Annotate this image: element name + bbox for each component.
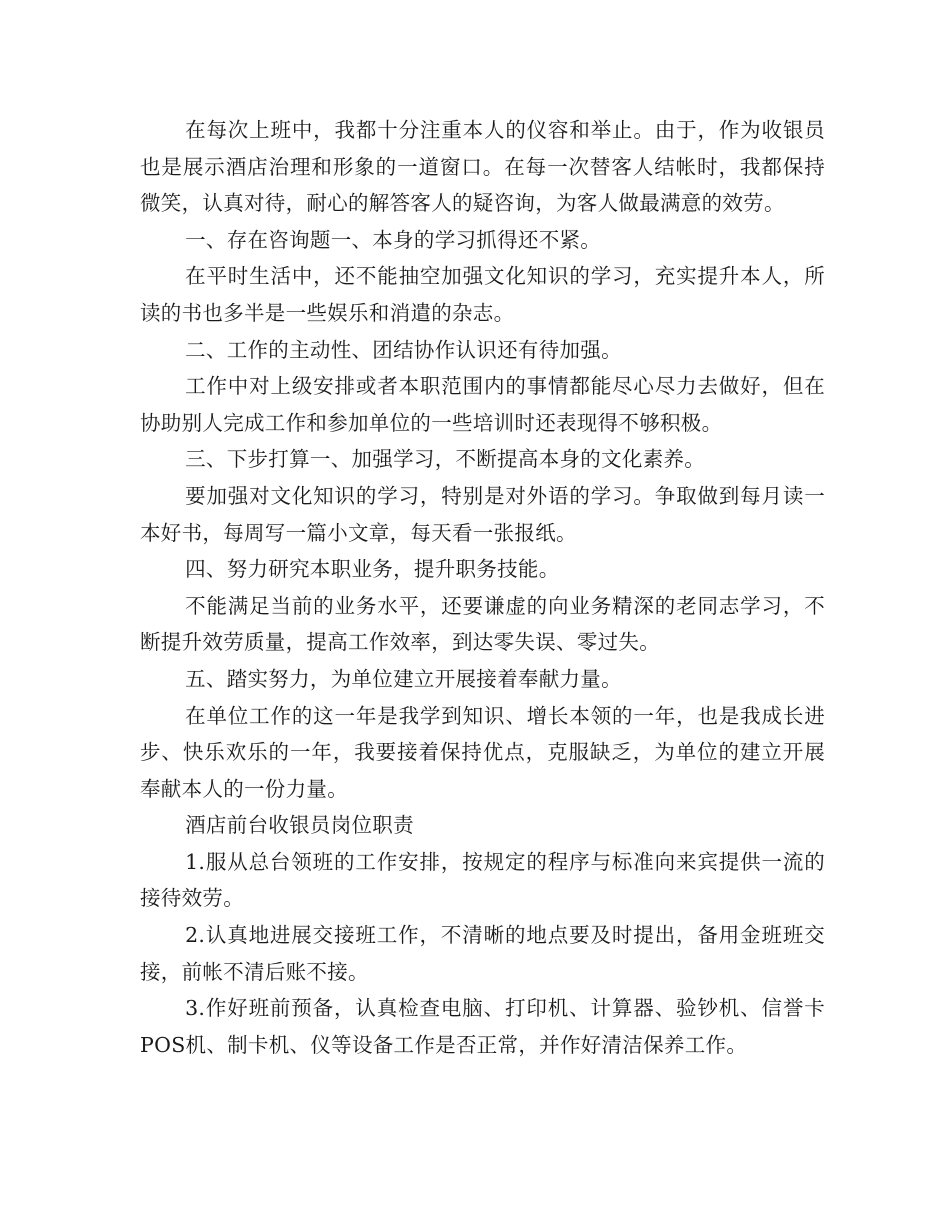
section-title: 酒店前台收银员岗位职责 (185, 813, 414, 838)
list-item: 2.认真地进展交接班工作，不清晰的地点要及时提出，备用金班班交接，前帐不清后账不接。 (140, 923, 825, 984)
list-item: 1.服从总台领班的工作安排，按规定的程序与标准向来宾提供一流的接待效劳。 (140, 849, 825, 911)
paragraph: 要加强对文化知识的学习，特别是对外语的学习。争取做到每月读一本好书，每周写一篇小文章，每天看一张报纸。 (140, 483, 825, 545)
list-item: 3.作好班前预备，认真检查电脑、打印机、计算器、验钞机、信誉卡POS机、制卡机、仪等设备工作是否正常，并作好清洁保养工作。 (140, 996, 825, 1057)
paragraph: 在每次上班中，我都十分注重本人的仪容和举止。由于，作为收银员也是展示酒店治理和形象的一道窗口。在每一次替客人结帐时，我都保持微笑，认真对待，耐心的解答客人的疑咨询，为客人做最满意的效劳。 (140, 118, 825, 216)
document-body (140, 112, 825, 1063)
paragraph: 不能满足当前的业务水平，还要谦虚的向业务精深的老同志学习，不断提升效劳质量，提高工作效率，到达零失误、零过失。 (140, 593, 825, 655)
paragraph: 在单位工作的这一年是我学到知识、增长本领的一年，也是我成长进步、快乐欢乐的一年，我要接着保持优点，克服缺乏，为单位的建立开展奉献本人的一份力量。 (140, 703, 825, 801)
section-heading: 一、存在咨询题一、本身的学习抓得还不紧。 (185, 227, 602, 252)
paragraph: 工作中对上级安排或者本职范围内的事情都能尽心尽力去做好，但在协助别人完成工作和参加单位的一些培训时还表现得不够积极。 (140, 374, 825, 435)
paragraph: 在平时生活中，还不能抽空加强文化知识的学习，充实提升本人，所读的书也多半是一些娱乐和消遣的杂志。 (140, 264, 825, 325)
section-heading: 三、下步打算一、加强学习，不断提高本身的文化素养。 (185, 447, 706, 472)
section-heading: 四、努力研究本职业务，提升职务技能。 (185, 557, 560, 582)
section-heading: 二、工作的主动性、团结协作认识还有待加强。 (185, 337, 622, 362)
section-heading: 五、踏实努力，为单位建立开展接着奉献力量。 (185, 666, 622, 691)
